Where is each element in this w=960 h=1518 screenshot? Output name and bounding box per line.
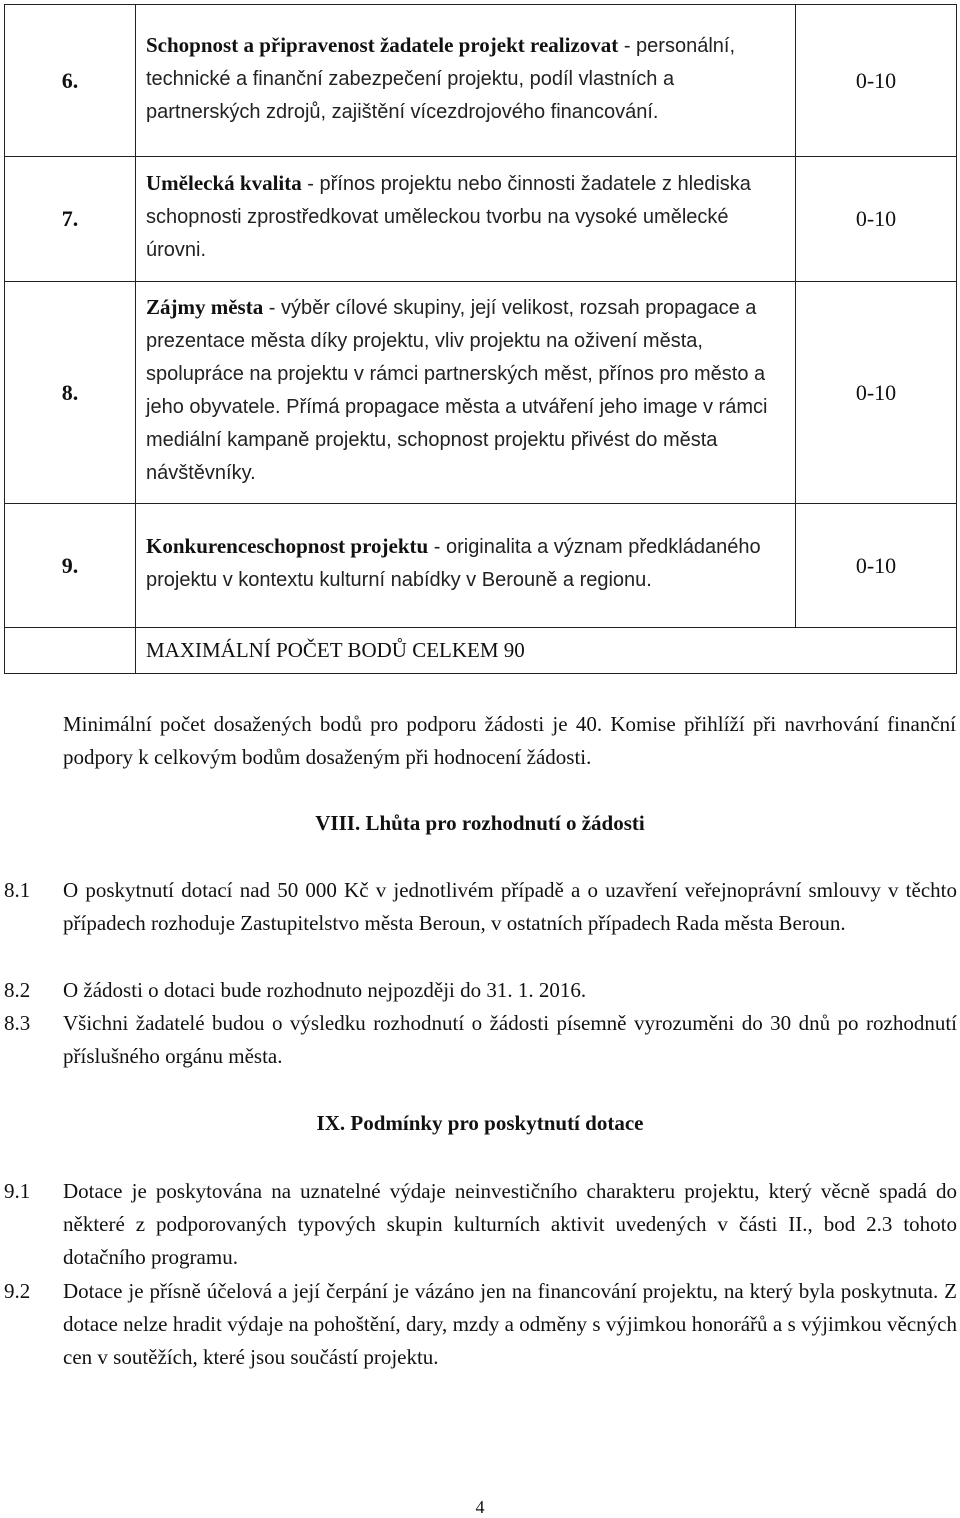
criterion-title: Zájmy města <box>146 295 264 319</box>
criterion-points: 0-10 <box>796 282 957 504</box>
total-empty-cell <box>5 628 136 674</box>
criterion-title: Schopnost a připravenost žadatele projekt realizovat <box>146 32 619 57</box>
table-row <box>5 282 957 504</box>
list-item <box>4 1007 957 1073</box>
criterion-description <box>136 157 796 282</box>
list-item <box>4 874 957 940</box>
item-text: Dotace je přísně účelová a její čerpání je vázáno jen na financování projektu, na který byla poskytnuta. Z dotace nelze hradit výdaje na pohoštění, dary, mzdy a odměny s výjimkou honorářů a s výjimkou věcných cen v soutěžích, které jsou součástí projektu. <box>63 1279 957 1369</box>
item-number: 8.3 <box>4 1011 31 1035</box>
section-heading-ix: IX. Podmínky pro poskytnutí dotace <box>316 1111 644 1135</box>
table-row-total <box>5 628 957 674</box>
table-row <box>5 504 957 628</box>
criterion-description <box>136 504 796 628</box>
criterion-text: - personální, technické a finanční zabezpečení projektu, podíl vlastních a partnerských zdrojů, zajištění vícezdrojového financování. <box>146 34 736 123</box>
list-item <box>4 1175 957 1274</box>
section-heading-viii: VIII. Lhůta pro rozhodnutí o žádosti <box>315 811 645 835</box>
criterion-number: 6. <box>5 5 136 157</box>
item-text: Dotace je poskytována na uznatelné výdaje neinvestičního charakteru projektu, který věcně spadá do některé z podporovaných typových skupin kulturních aktivit uvedených v části II., bod 2.3 tohoto dotačního programu. <box>63 1179 957 1269</box>
criterion-points: 0-10 <box>796 157 957 282</box>
min-points-paragraph: Minimální počet dosažených bodů pro podporu žádosti je 40. Komise přihlíží při navrhování finanční podpory k celkovým bodům dosaženým při hodnocení žádosti. <box>63 712 956 769</box>
total-points-label: MAXIMÁLNÍ POČET BODŮ CELKEM 90 <box>136 628 957 674</box>
criterion-number: 8. <box>5 282 136 504</box>
item-text: O žádosti o dotaci bude rozhodnuto nejpozději do 31. 1. 2016. <box>63 978 587 1002</box>
item-number: 8.1 <box>4 878 31 902</box>
criterion-number: 9. <box>5 504 136 628</box>
criterion-title: Konkurenceschopnost projektu <box>146 534 429 558</box>
criterion-text: - originalita a význam předkládaného projektu v kontextu kulturní nabídky v Berouně a regionu. <box>146 536 761 591</box>
table-row <box>5 157 957 282</box>
page-number: 4 <box>475 1497 485 1517</box>
criterion-points: 0-10 <box>796 5 957 157</box>
criterion-text: - přínos projektu nebo činnosti žadatele z hlediska schopnosti zprostředkovat uměleckou tvorbu na vysoké umělecké úrovni. <box>146 173 751 261</box>
item-number: 9.2 <box>4 1279 31 1303</box>
item-number: 9.1 <box>4 1179 31 1203</box>
criterion-description <box>136 5 796 157</box>
list-item <box>4 974 957 1007</box>
criterion-points: 0-10 <box>796 504 957 628</box>
criterion-title: Umělecká kvalita <box>146 171 302 195</box>
list-item <box>4 1275 957 1374</box>
criterion-text: - výběr cílové skupiny, její velikost, rozsah propagace a prezentace města díky projektu, vliv projektu na oživení města, spolupráce na projektu v rámci partnerských měst, přínos pro město a jeho obyvatele. Přímá propagace města a utváření jeho image v rámci mediální kampaně projektu, schopnost projektu přivést do města návštěvníky. <box>146 297 768 484</box>
item-number: 8.2 <box>4 978 31 1002</box>
criterion-number: 7. <box>5 157 136 282</box>
item-text: Všichni žadatelé budou o výsledku rozhodnutí o žádosti písemně vyrozuměni do 30 dnů po rozhodnutí příslušného orgánu města. <box>63 1011 957 1068</box>
table-row <box>5 5 957 157</box>
item-text: O poskytnutí dotací nad 50 000 Kč v jednotlivém případě a o uzavření veřejnoprávní smlouvy v těchto případech rozhoduje Zastupitelstvo města Beroun, v ostatních případech Rada města Beroun. <box>63 878 957 935</box>
criterion-description <box>136 282 796 504</box>
criteria-table <box>4 4 957 674</box>
